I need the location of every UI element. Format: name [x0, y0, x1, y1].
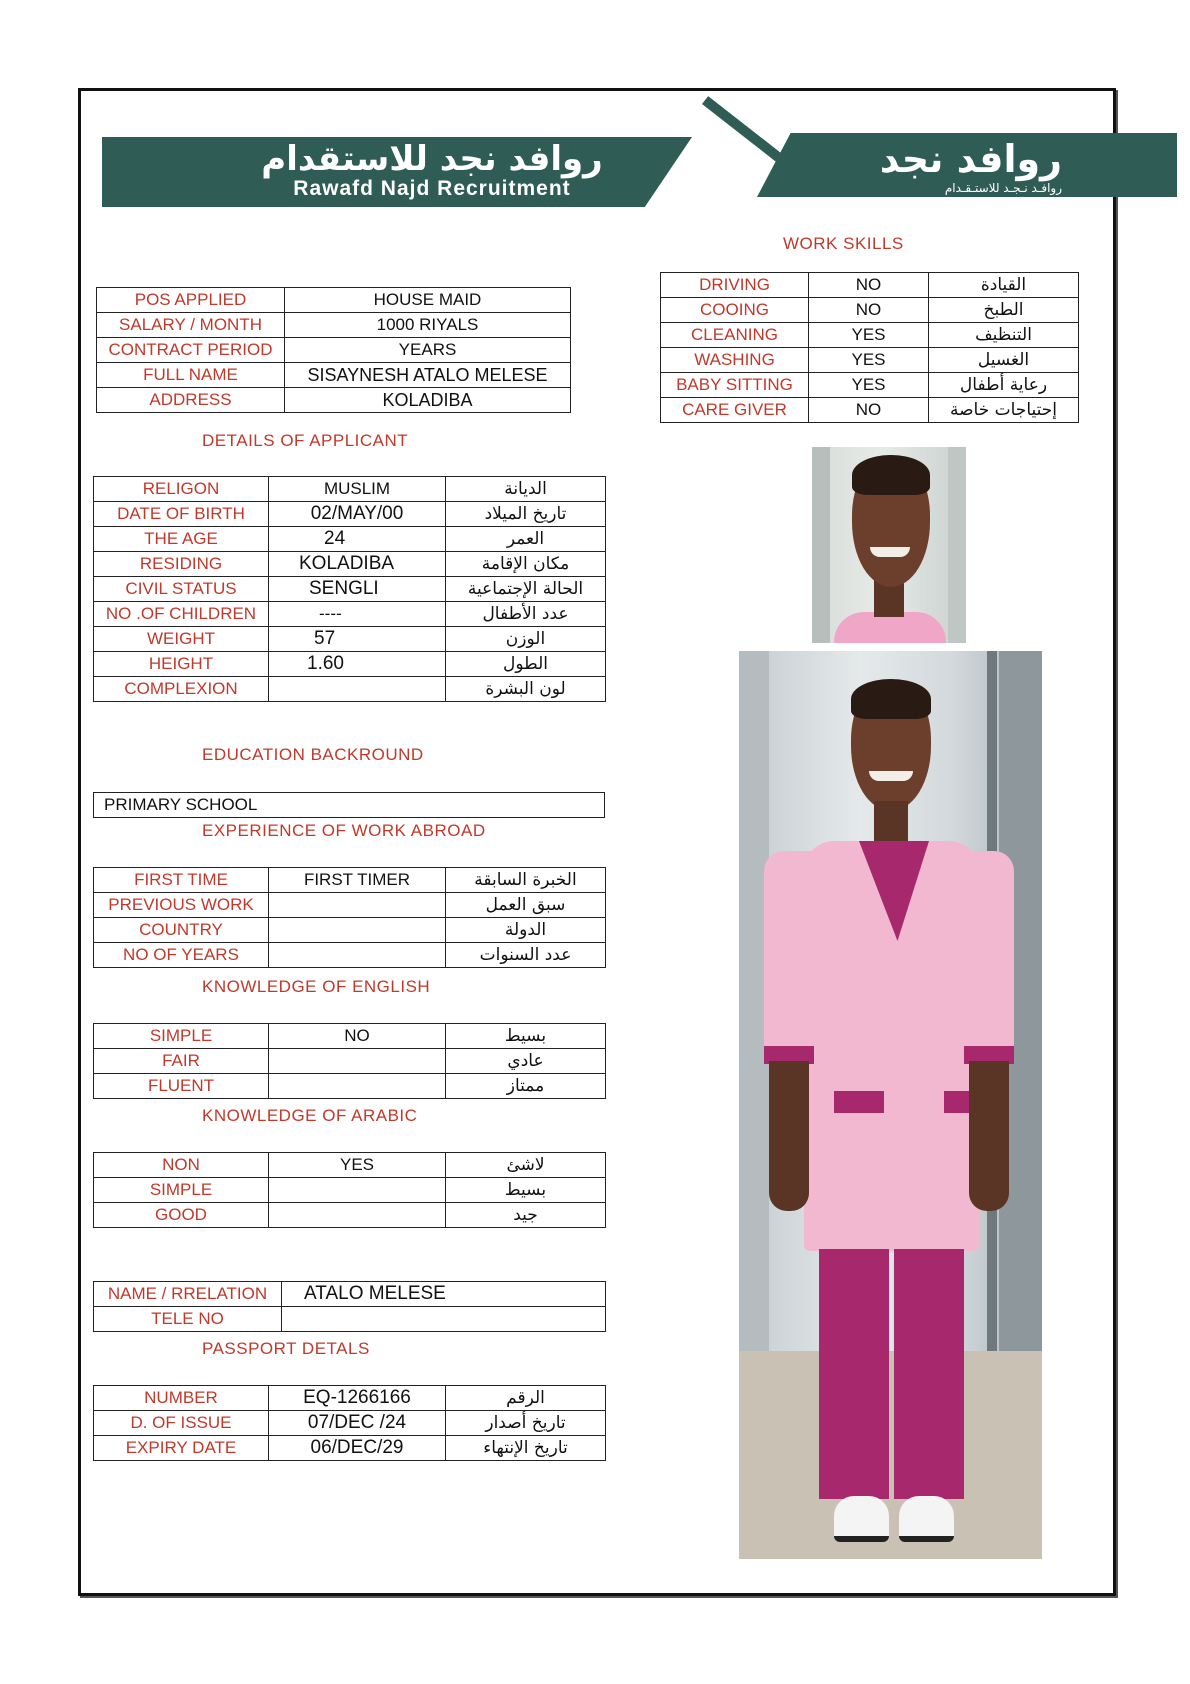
table-row: DRIVING NO القيادة [661, 273, 1079, 298]
applicant-details-heading: DETAILS OF APPLICANT [202, 431, 409, 450]
work-skills-table [660, 272, 1079, 423]
company-logo-subtitle: روافـد نـجـد للاستـقـدام [944, 181, 1062, 195]
table-row: NAME / RRELATION ATALO MELESE [94, 1282, 606, 1307]
table-row: NO OF YEARS عدد السنوات [94, 943, 606, 968]
brand-english-title: Rawafd Najd Recruitment [293, 177, 571, 200]
table-row: CONTRACT PERIOD YEARS [97, 338, 571, 363]
position-info-table [96, 287, 571, 413]
table-row: WEIGHT 57 الوزن [94, 627, 606, 652]
english-table [93, 1023, 606, 1099]
table-row: PREVIOUS WORK سبق العمل [94, 893, 606, 918]
brand-arabic-title: روافد نجد للاستقدام [261, 139, 603, 179]
table-row: NO .OF CHILDREN ---- عدد الأطفال [94, 602, 606, 627]
applicant-details-table [93, 476, 606, 702]
table-row: POS APPLIED HOUSE MAID [97, 288, 571, 313]
table-row: D. OF ISSUE 07/DEC /24 تاريخ أصدار [94, 1411, 606, 1436]
table-row: BABY SITTING YES رعاية أطفال [661, 373, 1079, 398]
relation-table [93, 1281, 606, 1332]
table-row: HEIGHT 1.60 الطول [94, 652, 606, 677]
work-skills-heading: WORK SKILLS [783, 234, 904, 253]
table-row: FAIR عادي [94, 1049, 606, 1074]
applicant-full-body-photo [739, 651, 1042, 1559]
header-banner [102, 137, 1077, 207]
education-heading: EDUCATION BACKROUND [202, 745, 424, 764]
table-row: NUMBER EQ-1266166 الرقم [94, 1386, 606, 1411]
arabic-table [93, 1152, 606, 1228]
table-row: DATE OF BIRTH 02/MAY/00 تاريخ الميلاد [94, 502, 606, 527]
passport-heading: PASSPORT DETALS [202, 1339, 370, 1358]
table-row: CIVIL STATUS SENGLI الحالة الإجتماعية [94, 577, 606, 602]
table-row: ADDRESS KOLADIBA [97, 388, 571, 413]
table-row: SALARY / MONTH 1000 RIYALS [97, 313, 571, 338]
table-row: COUNTRY الدولة [94, 918, 606, 943]
table-row: COOING NO الطبخ [661, 298, 1079, 323]
table-row: PRIMARY SCHOOL [94, 793, 605, 818]
table-row: RESIDING KOLADIBA مكان الإقامة [94, 552, 606, 577]
table-row: EXPIRY DATE 06/DEC/29 تاريخ الإنتهاء [94, 1436, 606, 1461]
table-row: SIMPLE بسيط [94, 1178, 606, 1203]
english-heading: KNOWLEDGE OF ENGLISH [202, 977, 431, 996]
table-row: NON YES لاشئ [94, 1153, 606, 1178]
passport-table [93, 1385, 606, 1461]
applicant-headshot-photo [812, 447, 966, 643]
experience-table [93, 867, 606, 968]
table-row: COMPLEXION لون البشرة [94, 677, 606, 702]
table-row: TELE NO [94, 1307, 606, 1332]
table-row: CARE GIVER NO إحتياجات خاصة [661, 398, 1079, 423]
experience-heading: EXPERIENCE OF WORK ABROAD [202, 821, 486, 840]
table-row: FIRST TIME FIRST TIMER الخبرة السابقة [94, 868, 606, 893]
table-row: CLEANING YES التنظيف [661, 323, 1079, 348]
arabic-heading: KNOWLEDGE OF ARABIC [202, 1106, 418, 1125]
table-row: GOOD جيد [94, 1203, 606, 1228]
table-row: WASHING YES الغسيل [661, 348, 1079, 373]
education-table [93, 792, 605, 818]
table-row: RELIGON MUSLIM الديانة [94, 477, 606, 502]
table-row: FLUENT ممتاز [94, 1074, 606, 1099]
table-row: FULL NAME SISAYNESH ATALO MELESE [97, 363, 571, 388]
company-logo: روافد نجد [879, 137, 1062, 181]
table-row: THE AGE 24 العمر [94, 527, 606, 552]
table-row: SIMPLE NO بسيط [94, 1024, 606, 1049]
